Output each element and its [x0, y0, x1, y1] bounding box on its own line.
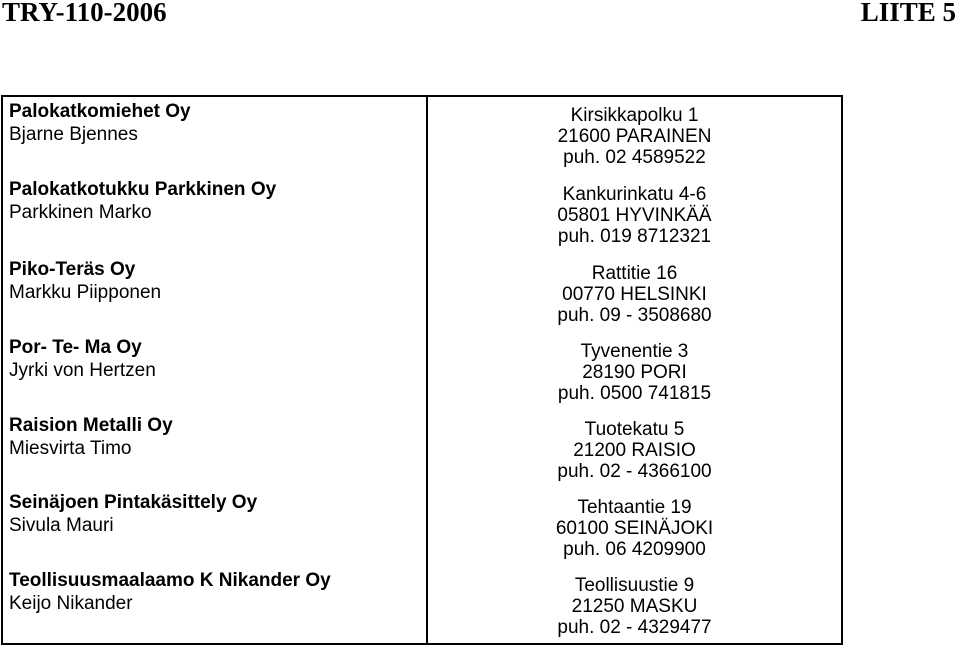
street-address: Kankurinkatu 4-6 — [562, 184, 707, 205]
phone-number: puh. 02 - 4329477 — [557, 617, 712, 638]
phone-number: puh. 06 4209900 — [563, 539, 706, 560]
address-cell — [428, 575, 841, 638]
contact-person: Markku Piipponen — [9, 282, 162, 303]
address-cell — [428, 263, 841, 326]
phone-number: puh. 02 - 4366100 — [557, 461, 712, 482]
street-address: Tyvenentie 3 — [580, 341, 689, 362]
postal-address: 05801 HYVINKÄÄ — [557, 205, 712, 226]
company-name: Seinäjoen Pintakäsittely Oy — [9, 492, 258, 513]
company-name: Palokatkomiehet Oy — [9, 101, 191, 122]
postal-address: 21600 PARAINEN — [557, 126, 712, 147]
company-name: Teollisuusmaalaamo K Nikander Oy — [9, 570, 331, 591]
street-address: Tuotekatu 5 — [584, 419, 685, 440]
phone-number: puh. 02 4589522 — [563, 147, 706, 168]
postal-address: 21250 MASKU — [571, 596, 698, 617]
company-cell — [9, 100, 191, 146]
phone-number: puh. 09 - 3508680 — [557, 305, 712, 326]
address-cell — [428, 419, 841, 482]
contact-person: Keijo Nikander — [9, 593, 133, 614]
street-address: Rattitie 16 — [591, 263, 678, 284]
company-name: Raision Metalli Oy — [9, 415, 173, 436]
contractor-table — [1, 95, 843, 645]
phone-number: puh. 019 8712321 — [557, 226, 712, 247]
company-cell — [9, 414, 173, 460]
company-name: Por- Te- Ma Oy — [9, 337, 142, 358]
postal-address: 00770 HELSINKI — [562, 284, 707, 305]
postal-address: 28190 PORI — [582, 362, 687, 383]
contact-person: Jyrki von Hertzen — [9, 360, 156, 381]
street-address: Tehtaantie 19 — [577, 497, 692, 518]
postal-address: 21200 RAISIO — [573, 440, 696, 461]
company-cell — [9, 336, 156, 382]
contact-person: Miesvirta Timo — [9, 438, 132, 459]
document-id: TRY-110-2006 — [2, 0, 167, 27]
appendix-label: LIITE 5 — [860, 0, 956, 27]
company-name: Piko-Teräs Oy — [9, 259, 136, 280]
contact-person: Bjarne Bjennes — [9, 124, 138, 145]
company-cell — [9, 258, 161, 304]
postal-address: 60100 SEINÄJOKI — [555, 518, 714, 539]
phone-number: puh. 0500 741815 — [557, 383, 712, 404]
contact-person: Sivula Mauri — [9, 515, 114, 536]
address-cell — [428, 105, 841, 168]
company-cell — [9, 491, 257, 537]
company-name: Palokatkotukku Parkkinen Oy — [9, 179, 277, 200]
address-cell — [428, 497, 841, 560]
contact-person: Parkkinen Marko — [9, 202, 152, 223]
address-cell — [428, 341, 841, 404]
street-address: Teollisuustie 9 — [574, 575, 695, 596]
address-cell — [428, 184, 841, 247]
company-cell — [9, 569, 331, 615]
document-header — [0, 0, 960, 30]
company-cell — [9, 178, 276, 224]
street-address: Kirsikkapolku 1 — [570, 105, 699, 126]
